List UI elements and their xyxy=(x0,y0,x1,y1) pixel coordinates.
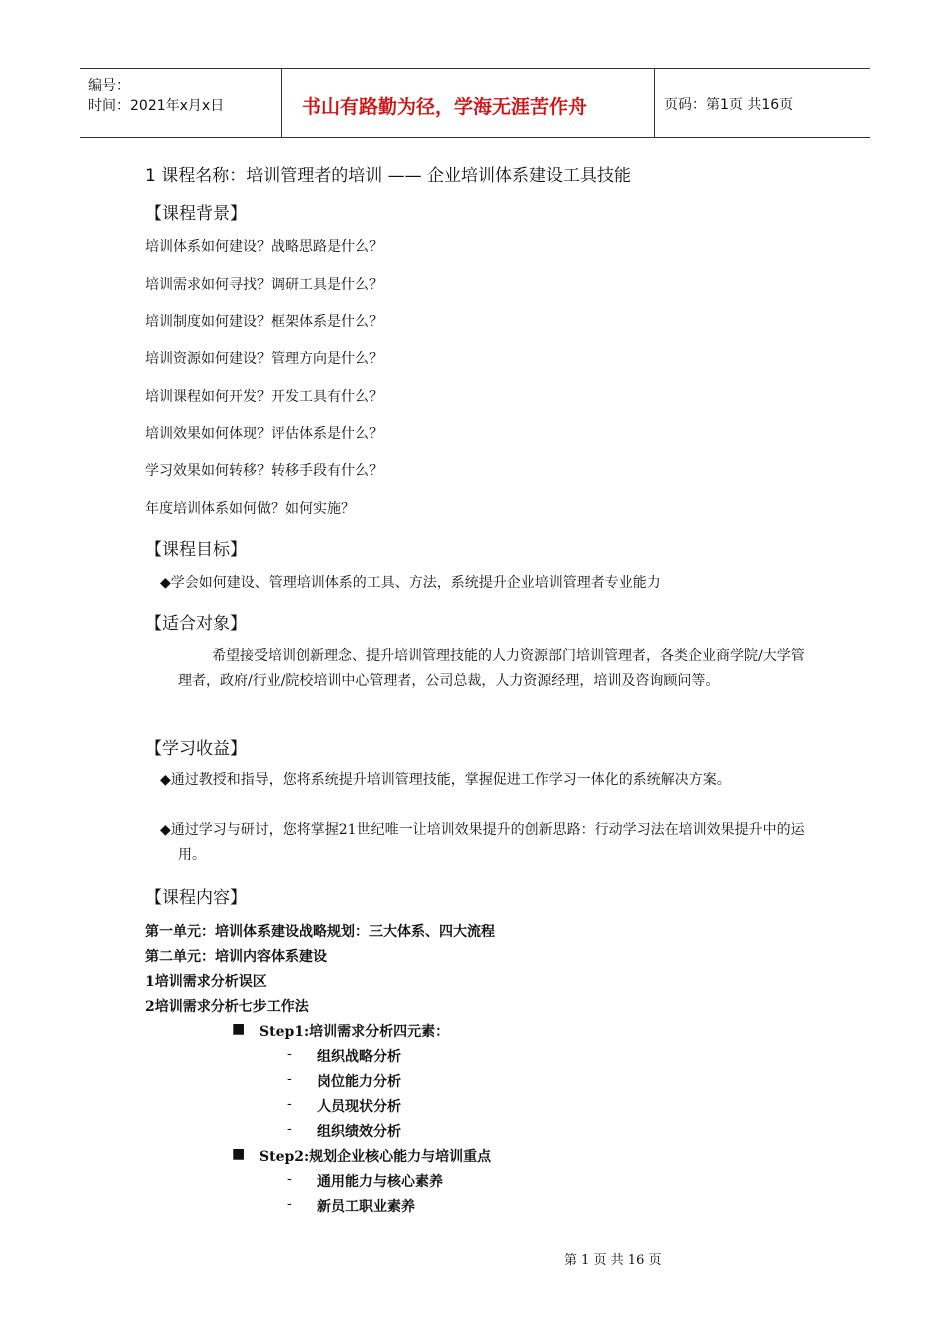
step-1: Step1:培训需求分析四元素： xyxy=(259,1024,450,1040)
step-1-item: 岗位能力分析 xyxy=(317,1074,401,1090)
section-audience: 【适合对象】 xyxy=(145,614,247,634)
dash-icon: - xyxy=(287,1196,292,1212)
dash-icon: - xyxy=(287,1171,292,1187)
question-item: 培训资源如何建设？管理方向是什么？ xyxy=(145,351,383,367)
step-2-item: 新员工职业素养 xyxy=(317,1199,415,1215)
dash-icon: - xyxy=(287,1071,292,1087)
step-2-item: 通用能力与核心素养 xyxy=(317,1174,443,1190)
step-1-item: 组织绩效分析 xyxy=(317,1124,401,1140)
audience-paragraph: 希望接受培训创新理念、提升培训管理技能的人力资源部门培训管理者，各类企业商学院/大学管理者，政府/行业/院校培训中心管理者，公司总裁，人力资源经理，培训及咨询顾问等。 xyxy=(178,648,805,689)
step-1-item: 组织战略分析 xyxy=(317,1049,401,1065)
square-bullet-icon: ■ xyxy=(232,1146,246,1162)
unit-1: 第一单元：培训体系建设战略规划：三大体系、四大流程 xyxy=(145,924,495,940)
step-1-item: 人员现状分析 xyxy=(317,1099,401,1115)
dash-icon: - xyxy=(287,1121,292,1137)
question-item: 学习效果如何转移？转移手段有什么？ xyxy=(145,463,383,479)
question-item: 培训课程如何开发？开发工具有什么？ xyxy=(145,389,383,405)
step-2: Step2:规划企业核心能力与培训重点 xyxy=(259,1149,492,1165)
dash-icon: - xyxy=(287,1096,292,1112)
benefit-item: ◆通过教授和指导，您将系统提升培训管理技能，掌握促进工作学习一体化的系统解决方案。 xyxy=(160,772,731,788)
section-goal: 【课程目标】 xyxy=(145,540,247,560)
page-header xyxy=(80,68,870,138)
question-item: 培训需求如何寻找？调研工具是什么？ xyxy=(145,277,383,293)
header-motto: 书山有路勤为径，学海无涯苦作舟 xyxy=(302,96,588,118)
dash-icon: - xyxy=(287,1046,292,1062)
question-item: 培训体系如何建设？战略思路是什么？ xyxy=(145,239,383,255)
goal-item: ◆学会如何建设、管理培训体系的工具、方法，系统提升企业培训管理者专业能力 xyxy=(160,575,661,591)
benefit-item: ◆通过学习与研讨，您将掌握21世纪唯一让培训效果提升的创新思路：行动学习法在培训效果提升中的运用。 xyxy=(160,822,805,863)
question-item: 培训制度如何建设？框架体系是什么？ xyxy=(145,314,383,330)
page-footer: 第 1 页 共 16 页 xyxy=(564,1253,662,1268)
section-benefit: 【学习收益】 xyxy=(145,739,247,759)
content-item-2: 2培训需求分析七步工作法 xyxy=(145,999,309,1015)
header-divider xyxy=(281,69,282,137)
section-content: 【课程内容】 xyxy=(145,888,247,908)
section-background: 【课程背景】 xyxy=(145,204,247,224)
unit-2: 第二单元：培训内容体系建设 xyxy=(145,949,327,965)
page-info: 页码：第1页 共16页 xyxy=(664,97,794,113)
header-divider xyxy=(654,69,655,137)
question-item: 培训效果如何体现？评估体系是什么？ xyxy=(145,426,383,442)
question-item: 年度培训体系如何做？如何实施？ xyxy=(145,501,355,517)
content-item-1: 1培训需求分析误区 xyxy=(145,974,267,990)
course-title: 1 课程名称：培训管理者的培训 —— 企业培训体系建设工具技能 xyxy=(145,166,632,186)
square-bullet-icon: ■ xyxy=(232,1021,246,1037)
time-label: 时间：2021年x月x日 xyxy=(88,98,225,114)
number-label: 编号： xyxy=(88,78,130,94)
